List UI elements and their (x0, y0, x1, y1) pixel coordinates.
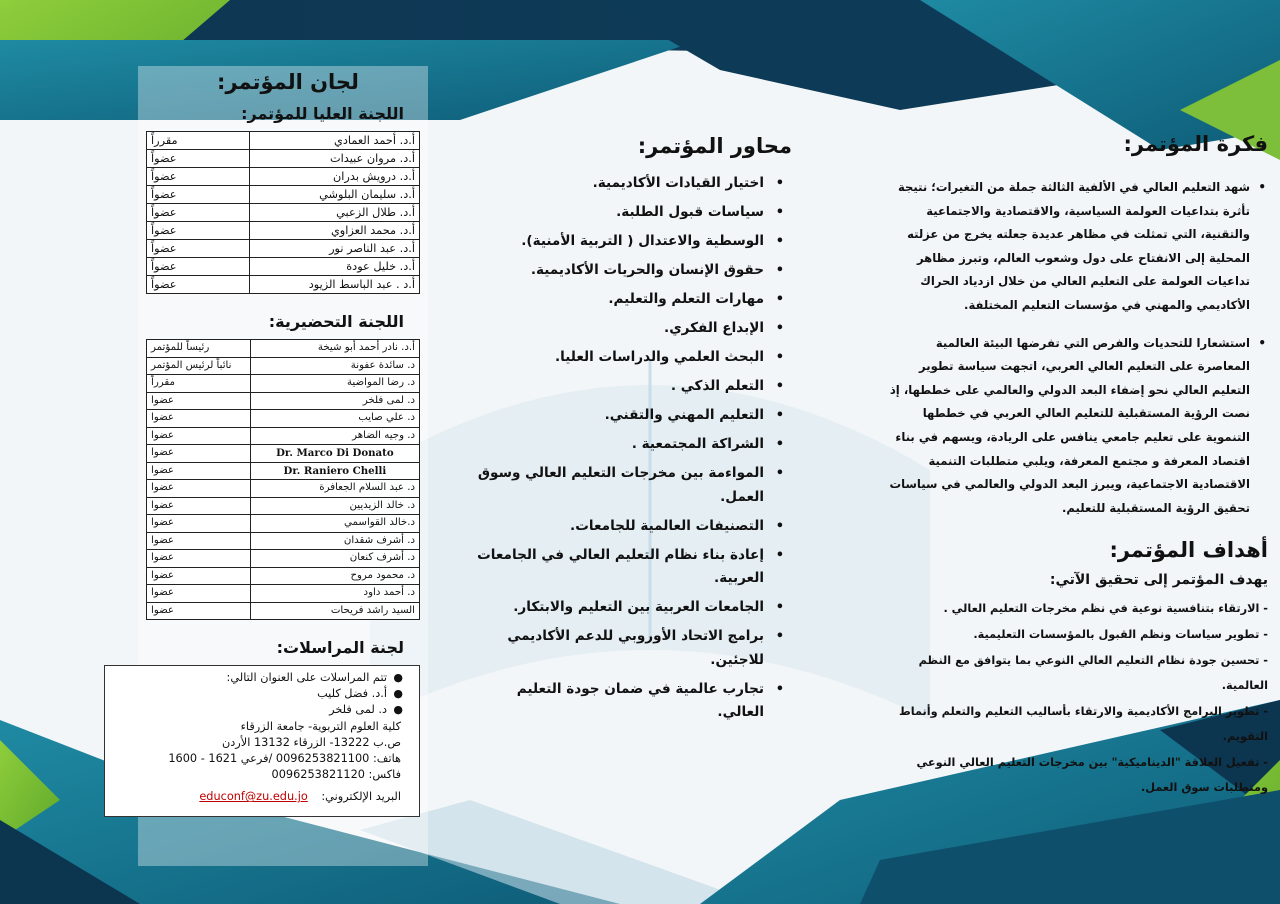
preparatory-committee-table (146, 339, 420, 620)
axis-item: • تجارب عالمية في ضمان جودة التعليم العالي. (470, 678, 792, 725)
table-row (147, 132, 420, 150)
goal-item: - تطوير البرامج الأكاديمية والارتقاء بأساليب التعليم والتعلم وأنماط التقويم. (899, 704, 1268, 744)
member-role: عضواً (147, 186, 250, 204)
member-role: عضوا (147, 410, 251, 428)
member-name: د. رضا المواضية (250, 375, 419, 393)
bullet-icon: • (775, 547, 784, 563)
member-role: عضواً (147, 150, 250, 168)
goal-item: - تفعيل العلاقة "الديناميكية" بين مخرجات التعليم العالي النوعي ومتطلبات سوق العمل. (916, 755, 1268, 795)
idea-bullet: • شهد التعليم العالي في الألفية الثالثة جملة من التغيرات؛ نتيجة تأثرة بتداعيات العولمة السياسية، والاقتصادية والاجتماعية والتقنية، التي تمثلت في مظاهر عديدة جعلته يخرج من عزلته المحلية إلى الانفتاح على دول وشعوب العالم، وتبرز مظاهر تداعيات العولمة على التعليم العالي من خلال ازدياد الحراك الأكاديمي والمهني في مؤسسات التعليم المختلفة. (880, 176, 1268, 318)
member-role: مقرراً (147, 375, 251, 393)
bullet-icon: • (775, 321, 784, 336)
table-row (147, 585, 420, 603)
member-name: السيد راشد فريحات (250, 602, 419, 620)
bullet-icon: • (775, 234, 784, 249)
member-role: عضوا (147, 585, 251, 603)
bullet-icon: • (775, 466, 784, 481)
table-row (147, 410, 420, 428)
member-name: أ.د . عبد الباسط الزيود (250, 276, 420, 294)
axes-column (470, 134, 792, 730)
email-link[interactable]: educonf@zu.edu.jo (199, 790, 308, 804)
member-name: د. عبد السلام الجعافرة (250, 480, 419, 498)
committees-column (146, 70, 420, 817)
member-role: عضواً (147, 204, 250, 222)
member-role: رئيساً للمؤتمر (147, 340, 251, 358)
bullet-icon: • (1258, 335, 1266, 350)
table-row (147, 222, 420, 240)
member-name: د. خالد الزيديين (250, 497, 419, 515)
member-name: د.خالد القواسمي (250, 515, 419, 533)
table-row (147, 186, 420, 204)
member-role: عضواً (147, 240, 250, 258)
table-row (147, 550, 420, 568)
pobox-line: ص.ب 13222- الزرقاء 13132 الأردن (221, 735, 401, 749)
axis-item: • البحث العلمي والدراسات العليا. (470, 346, 792, 370)
member-name: أ.د. درويش بدران (250, 168, 420, 186)
fax-line: فاكس: 0096253821120 (271, 768, 401, 782)
idea-goals-column (880, 132, 1268, 801)
table-row (147, 240, 420, 258)
member-role: مقرراً (147, 132, 250, 150)
idea-bullet: • استشعارا للتحديات والفرص التي تفرضها البيئة العالمية المعاصرة على التعليم العالي العربي، اتجهت سياسة تطوير التعليم العالي نحو إضفاء البعد الدولي والعالمي على خططها، إذ نصت الرؤية المستقبلية للتعليم العالي العربي في خططها التنموية على تعليم جامعي ينافس على الريادة، ويسهم في بناء اقتصاد المعرفة و مجتمع المعرفة، ويلبي متطلبات التنمية الاقتصادية الاجتماعية، ويبرز البعد الدولي والعالمي في سياسات تحقيق الرؤية المستقبلية للتعليم. (880, 332, 1268, 521)
axis-item: • سياسات قبول الطلبة. (470, 201, 792, 225)
bullet-icon: • (775, 205, 784, 220)
goal-item: - الارتقاء بتنافسية نوعية في نظم مخرجات التعليم العالي . (943, 602, 1268, 616)
bullet-icon: • (775, 350, 784, 365)
email-label: البريد الإلكتروني: (321, 790, 401, 804)
table-row (147, 375, 420, 393)
member-name: د. أشرف كنعان (250, 550, 419, 568)
member-name: أ.د. مروان عبيدات (250, 150, 420, 168)
bullet-icon: • (775, 681, 784, 697)
bullet-icon: • (775, 408, 784, 423)
table-row (147, 427, 420, 445)
table-row (147, 497, 420, 515)
member-role: عضواً (147, 168, 250, 186)
preparatory-committee-title: اللجنة التحضيرية: (268, 312, 404, 331)
axis-item: • الجامعات العربية بين التعليم والابتكار. (470, 596, 792, 620)
bullet-icon: • (775, 518, 784, 534)
phone-line: هاتف: 0096253821100 /فرعي 1621 - 1600 (168, 752, 401, 766)
member-role: عضواً (147, 258, 250, 276)
goal-item: - تطوير سياسات ونظم القبول بالمؤسسات التعليمية. (973, 627, 1268, 641)
table-row (147, 445, 420, 463)
axes-title: محاور المؤتمر: (637, 134, 792, 158)
table-row (147, 276, 420, 294)
member-role: عضوا (147, 497, 251, 515)
axis-item: • الإبداع الفكري. (470, 317, 792, 341)
member-name: أ.د. سليمان البلوشي (250, 186, 420, 204)
member-name: Dr. Raniero Chelli (250, 462, 419, 480)
axes-list (470, 172, 792, 725)
axis-item: • الشراكة المجتمعية . (470, 433, 792, 457)
axis-item: • اختيار القيادات الأكاديمية. (470, 172, 792, 196)
member-name: د. وجيه الضاهر (250, 427, 419, 445)
member-role: عضوا (147, 602, 251, 620)
member-role: عضوا (147, 445, 251, 463)
table-row (147, 567, 420, 585)
table-row (147, 168, 420, 186)
axis-item: • مهارات التعلم والتعليم. (470, 288, 792, 312)
bullet-icon: ● (393, 671, 403, 684)
axis-item: • التصنيفات العالمية للجامعات. (470, 515, 792, 539)
member-name: Dr. Marco Di Donato (250, 445, 419, 463)
goals-title: أهداف المؤتمر: (1109, 538, 1268, 563)
member-role: عضوا (147, 480, 251, 498)
member-role: عضوا (147, 392, 251, 410)
goal-item: - تحسين جودة نظام التعليم العالي النوعي بما يتوافق مع النظم العالمية. (918, 653, 1268, 693)
member-name: د. سائدة عفونة (250, 357, 419, 375)
member-name: أ.د. عبد الناصر نور (250, 240, 420, 258)
member-role: نائباً لرئيس المؤتمر (147, 357, 251, 375)
bullet-icon: • (775, 379, 784, 394)
committees-title: لجان المؤتمر: (217, 70, 359, 94)
member-role: عضواً (147, 276, 250, 294)
table-row (147, 340, 420, 358)
goals-list (880, 596, 1268, 801)
bullet-icon: ● (393, 687, 403, 701)
member-name: د. محمود مروح (250, 567, 419, 585)
table-row (147, 150, 420, 168)
axis-item: • التعليم المهني والتقني. (470, 404, 792, 428)
member-name: أ.د. أحمد العمادي (250, 132, 420, 150)
correspondence-committee-title: لجنة المراسلات: (276, 638, 404, 657)
member-name: د. أشرف شقدان (250, 532, 419, 550)
axis-item: • المواءمة بين مخرجات التعليم العالي وسوق العمل. (470, 462, 792, 509)
bullet-icon: • (775, 437, 784, 452)
member-role: عضوا (147, 532, 251, 550)
email-row (113, 789, 409, 805)
axis-item: • التعلم الذكي . (470, 375, 792, 399)
member-role: عضوا (147, 567, 251, 585)
bullet-icon: • (775, 600, 784, 615)
member-name: أ.د. نادر أحمد أبو شيخة (250, 340, 419, 358)
axis-item: • حقوق الإنسان والحريات الأكاديمية. (470, 259, 792, 283)
table-row (147, 204, 420, 222)
bullet-icon: • (1258, 180, 1266, 194)
bullet-icon: ● (393, 703, 403, 717)
bullet-icon: • (775, 292, 784, 307)
table-row (147, 480, 420, 498)
axis-item: • الوسطية والاعتدال ( التربية الأمنية). (470, 230, 792, 254)
member-role: عضوا (147, 462, 251, 480)
address-line: كلية العلوم التربوية- جامعة الزرقاء (240, 719, 401, 733)
table-row (147, 532, 420, 550)
correspondence-bullet: ● تتم المراسلات على العنوان التالي: (113, 670, 409, 686)
member-name: أ.د. طلال الزعبي (250, 204, 420, 222)
bullet-icon: • (775, 263, 784, 278)
member-name: د. علي صايب (250, 410, 419, 428)
table-row (147, 392, 420, 410)
member-role: عضوا (147, 427, 251, 445)
member-role: عضوا (147, 550, 251, 568)
member-role: عضواً (147, 222, 250, 240)
member-name: د. لمى فلخر (250, 392, 419, 410)
member-role: عضوا (147, 515, 251, 533)
table-row (147, 602, 420, 620)
bullet-icon: • (775, 629, 784, 644)
supreme-committee-table (146, 131, 420, 294)
correspondence-box (104, 665, 420, 817)
supreme-committee-title: اللجنة العليا للمؤتمر: (241, 104, 404, 123)
table-row (147, 515, 420, 533)
axis-item: • برامج الاتحاد الأوروبي للدعم الأكاديمي للاجئين. (470, 625, 792, 672)
bullet-icon: • (775, 176, 784, 191)
goals-intro: يهدف المؤتمر إلى تحقيق الآتي: (1049, 572, 1268, 589)
table-row (147, 357, 420, 375)
correspondence-bullet: ● أ.د. فضل كليب (113, 686, 409, 702)
table-row (147, 258, 420, 276)
idea-list (880, 176, 1268, 520)
table-row (147, 462, 420, 480)
axis-item: • إعادة بناء نظام التعليم العالي في الجامعات العربية. (470, 544, 792, 591)
member-name: أ.د. خليل عودة (250, 258, 420, 276)
member-name: أ.د. محمد العزاوي (250, 222, 420, 240)
idea-title: فكرة المؤتمر: (1123, 132, 1268, 156)
correspondence-bullet: ● د. لمى فلخر (113, 702, 409, 718)
member-name: د. أحمد داود (250, 585, 419, 603)
